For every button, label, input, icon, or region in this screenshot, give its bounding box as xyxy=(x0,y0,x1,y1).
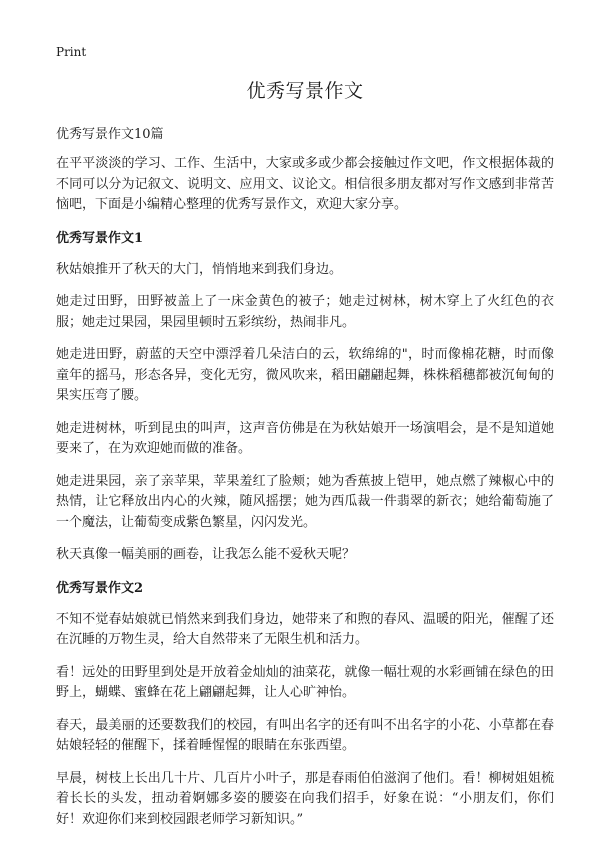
intro-paragraph: 在平平淡淡的学习、工作、生活中，大家或多或少都会接触过作文吧，作文根据体裁的不同可以分为记叙文、说明文、应用文、议论文。相信很多朋友都对写作文感到非常苦恼吧，下面是小编精心整理的优秀写景作文，欢迎大家分享。 xyxy=(56,156,554,212)
section-heading-2: 优秀写景作文2 xyxy=(56,580,144,596)
paragraph: 春天，最美丽的还要数我们的校园，有叫出名字的还有叫不出名字的小花、小草都在春姑娘轻轻的催醒下，揉着睡惺惺的眼睛在东张西望。 xyxy=(56,717,554,753)
print-link[interactable]: Print xyxy=(56,45,87,59)
paragraph: 她走进田野，蔚蓝的天空中漂浮着几朵洁白的云，软绵绵的"，时而像棉花糖，时而像童年的摇马，形态各异，变化无穷，微风吹来，稻田翩翩起舞，株株稻穗都被沉甸甸的果实压弯了腰。 xyxy=(56,347,554,403)
paragraph: 秋姑娘推开了秋天的大门，悄悄地来到我们身边。 xyxy=(56,261,343,277)
section-heading-1: 优秀写景作文1 xyxy=(56,230,144,246)
page-title: 优秀写景作文 xyxy=(246,80,364,102)
document-subtitle: 优秀写景作文10篇 xyxy=(56,127,164,142)
paragraph: 她走进果园，亲了亲苹果，苹果羞红了脸颊；她为香蕉披上铠甲，她点燃了辣椒心中的热情，让它释放出内心的火辣，随风摇摆；她为西瓜裁一件翡翠的新衣；她给葡萄施了一个魔法，让葡萄变成紫色繁星，闪闪发光。 xyxy=(56,473,554,530)
paragraph: 秋天真像一幅美丽的画卷，让我怎么能不爱秋天呢？ xyxy=(56,547,356,562)
paragraph: 早晨，树枝上长出几十片、几百片小叶子，那是春雨伯伯滋润了他们。看！柳树姐姐梳着长长的头发，扭动着婀娜多姿的腰姿在向我们招手，好象在说：“小朋友们，你们好！欢迎你们来到校园跟老师学习新知识。” xyxy=(56,770,554,827)
paragraph: 不知不觉春姑娘就已悄然来到我们身边，她带来了和煦的春风、温暖的阳光，催醒了还在沉睡的万物生灵，给大自然带来了无限生机和活力。 xyxy=(56,611,554,647)
paragraph: 她走过田野，田野被盖上了一床金黄色的被子；她走过树林，树木穿上了火红色的衣服；她走过果园，果园里顿时五彩缤纷，热闹非凡。 xyxy=(56,294,554,330)
paragraph: 她走进树林，听到昆虫的叫声，这声音仿佛是在为秋姑娘开一场演唱会，是不是知道她要来了，在为欢迎她而做的准备。 xyxy=(56,420,554,456)
paragraph: 看！远处的田野里到处是开放着金灿灿的油菜花，就像一幅壮观的水彩画铺在绿色的田野上，蝴蝶、蜜蜂在花上翩翩起舞，让人心旷神怡。 xyxy=(56,664,554,700)
document-body xyxy=(56,76,554,842)
